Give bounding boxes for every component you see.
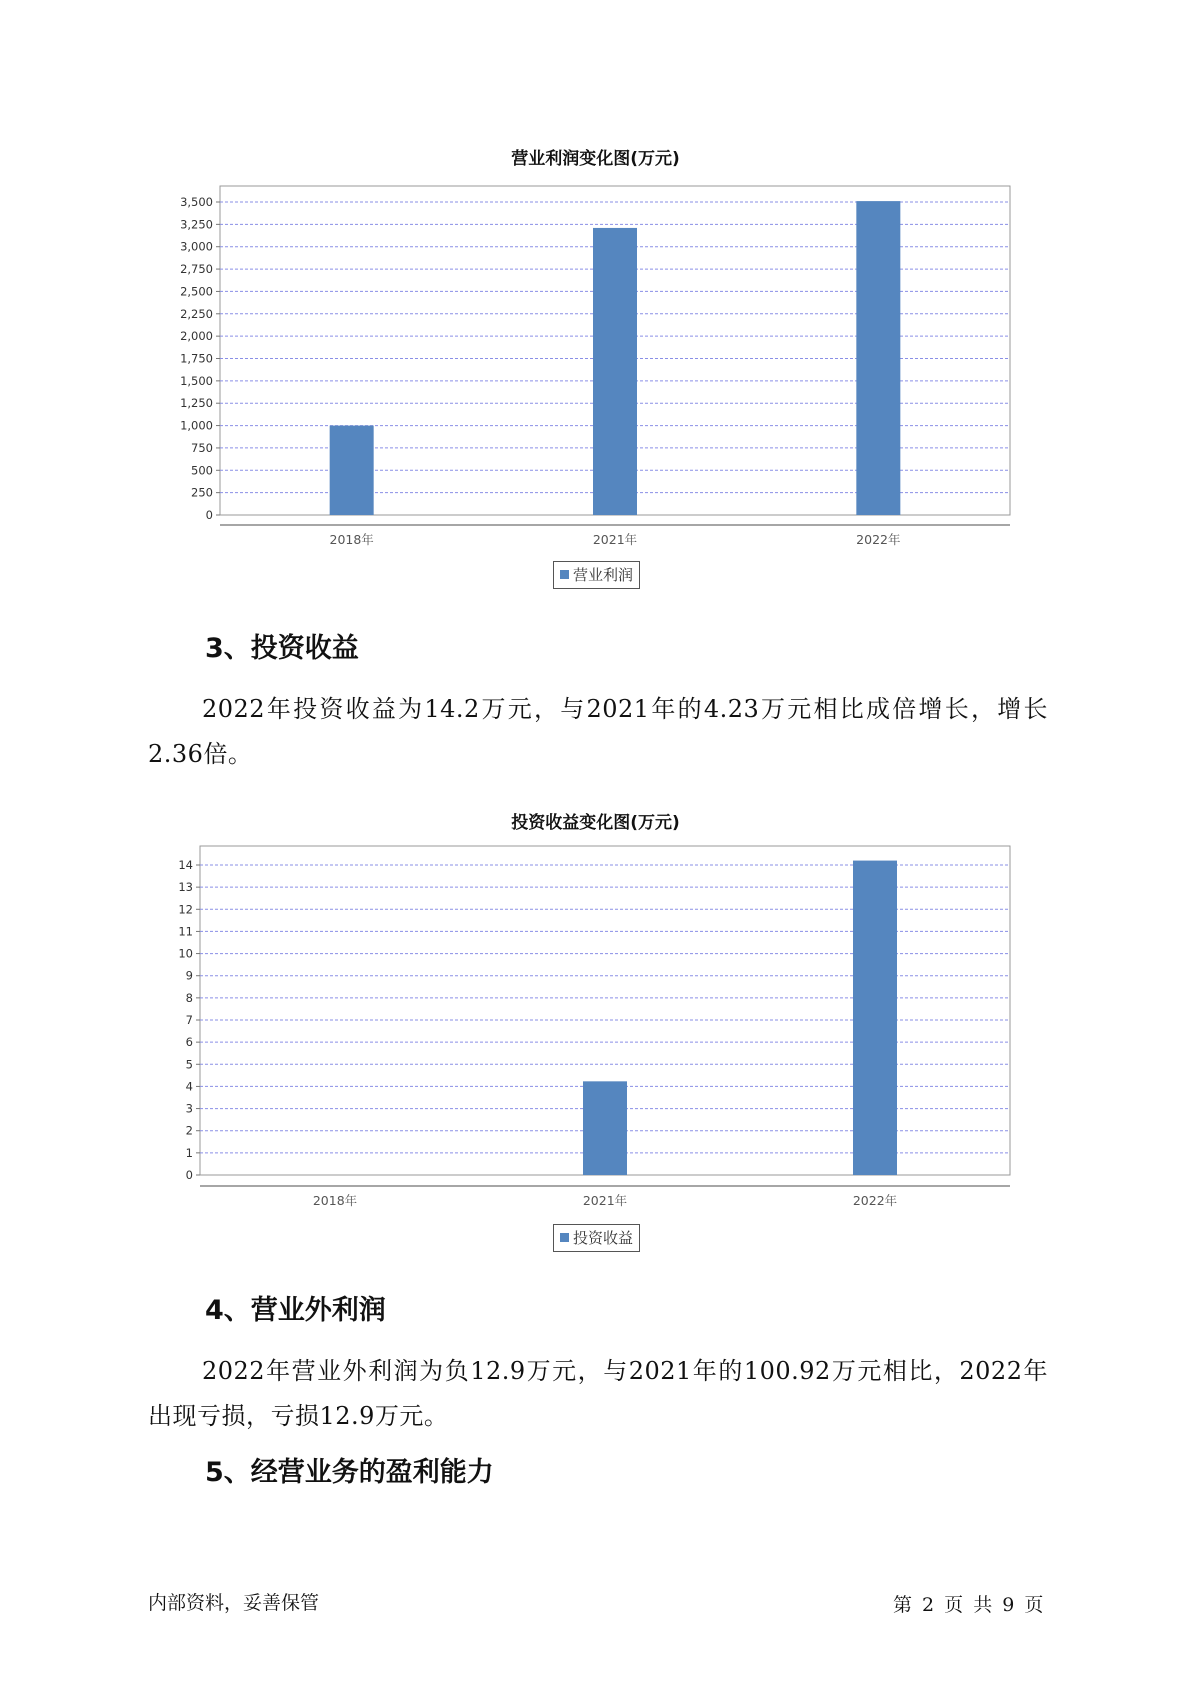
y-tick-label: 1,750 <box>180 351 213 366</box>
legend-label: 投资收益 <box>573 1229 634 1247</box>
y-tick-label: 2,500 <box>180 284 213 299</box>
x-category-label: 2018年 <box>329 532 374 547</box>
y-tick-label: 3,250 <box>180 217 213 232</box>
x-category-label: 2022年 <box>852 1193 898 1208</box>
y-tick-label: 13 <box>178 880 193 895</box>
y-tick-label: 1,000 <box>180 418 213 433</box>
legend-swatch <box>560 1233 569 1242</box>
y-tick-label: 2,750 <box>180 262 213 277</box>
y-tick-label: 11 <box>178 924 193 939</box>
bar <box>583 1081 627 1175</box>
chart-title: 营业利润变化图(万元) <box>511 149 680 169</box>
section-paragraph: 2022年营业外利润为负12.9万元，与2021年的100.92万元相比，2022年出现亏损，亏损12.9万元。 <box>148 1357 1048 1430</box>
y-tick-label: 1 <box>185 1145 193 1160</box>
y-tick-label: 1,500 <box>180 373 213 388</box>
y-tick-label: 7 <box>185 1013 193 1027</box>
y-tick-label: 0 <box>185 1168 193 1182</box>
chart-legend <box>553 1224 640 1252</box>
y-tick-label: 3 <box>185 1101 193 1116</box>
y-tick-label: 12 <box>178 902 193 917</box>
y-tick-label: 5 <box>185 1057 193 1072</box>
section-heading: 5、经营业务的盈利能力 <box>205 1457 494 1488</box>
y-tick-label: 8 <box>185 990 193 1005</box>
chart-title: 投资收益变化图(万元) <box>511 813 680 833</box>
y-tick-label: 4 <box>185 1079 193 1094</box>
bar <box>853 861 897 1175</box>
legend-label: 营业利润 <box>573 566 634 584</box>
section-heading: 3、投资收益 <box>205 633 359 664</box>
x-category-label: 2018年 <box>312 1193 358 1208</box>
y-tick-label: 9 <box>185 968 193 983</box>
section-heading: 4、营业外利润 <box>205 1295 386 1326</box>
y-tick-label: 250 <box>191 485 213 500</box>
y-tick-label: 10 <box>178 946 193 961</box>
x-category-label: 2021年 <box>592 532 638 547</box>
y-tick-label: 2 <box>185 1123 193 1138</box>
x-category-label: 2022年 <box>856 532 901 547</box>
y-tick-label: 500 <box>191 463 213 478</box>
y-tick-label: 6 <box>185 1035 193 1050</box>
y-tick-label: 750 <box>191 440 213 455</box>
footer-confidential-note: 内部资料，妥善保管 <box>148 1592 320 1614</box>
y-tick-label: 2,000 <box>180 329 213 344</box>
y-tick-label: 3,000 <box>180 239 213 254</box>
y-tick-label: 1,250 <box>180 396 213 411</box>
y-tick-label: 0 <box>205 508 213 522</box>
x-category-label: 2021年 <box>582 1193 628 1208</box>
y-tick-label: 14 <box>178 858 193 872</box>
y-tick-label: 3,500 <box>180 195 213 209</box>
footer-page-number: 第 2 页 共 9 页 <box>893 1594 1044 1616</box>
section-paragraph: 2022年投资收益为14.2万元，与2021年的4.23万元相比成倍增长，增长2.36倍。 <box>148 695 1048 768</box>
y-tick-label: 2,250 <box>180 306 213 321</box>
